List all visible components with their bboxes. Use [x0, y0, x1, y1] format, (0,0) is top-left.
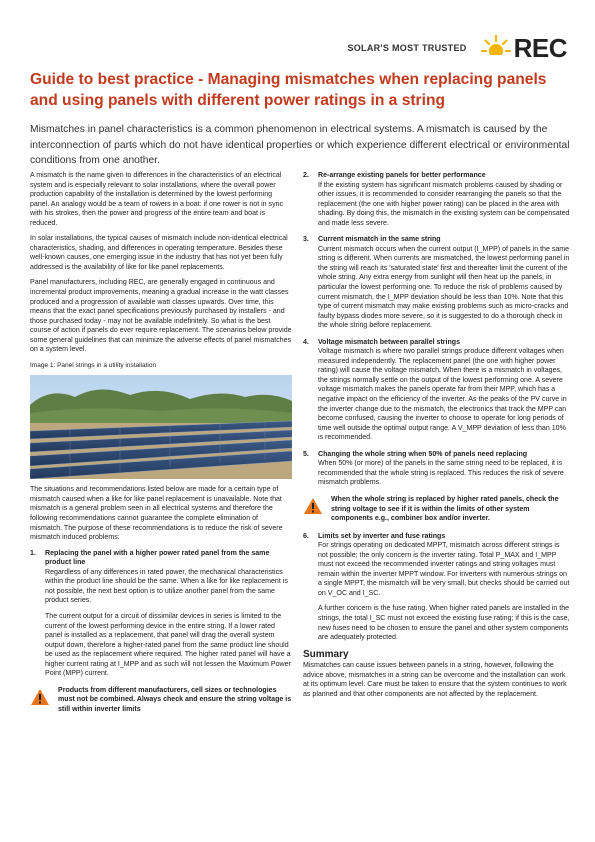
- item-text: For strings operating on dedicated MPPT, mismatch across different strings is not possible; the only concern is the inverter rating. Total P_MAX and I_MPP must not exceed the recommended inverter ratings and string voltages must remain within the inverter MPPT window. For inverters with numerous strings on a single MPPT, the mismatch will be very small, but checks should be carried out on V_OC and I_SC.: [318, 542, 570, 597]
- warning-text: When the whole string is replaced by higher rated panels, check the string voltage to see if it is within the limits of other system components e.g., combiner box and/or inverter.: [331, 495, 559, 523]
- rec-sun-logo-icon: [481, 33, 511, 63]
- guideline-item-1: [30, 549, 292, 679]
- logo-text: REC: [513, 32, 567, 63]
- lead-paragraph: Mismatches in panel characteristics is a common phenomenon in electrical systems. A mismatch is caused by the interconnection of parts which do not have identical properties or which experience different electrical or environmental conditions from one another.: [30, 124, 570, 166]
- item-text: Regardless of any differences in rated power, the mechanical characteristics within the product line should be the same. When a like for like replacement is not possible, the next best option is to utilize another panel from the same product series.: [45, 568, 288, 605]
- left-column: [30, 171, 292, 722]
- right-column: [303, 171, 571, 705]
- item-text: A further concern is the fuse rating. When higher rated panels are installed in the strings, the total I_SC must not exceed the existing fuse rating; if this is the case, new fuses need to be chosen to ensure the panel and other system components are adequately protected.: [318, 605, 570, 642]
- item-title: Limits set by inverter and fuse ratings: [318, 532, 446, 540]
- page-header: [347, 30, 567, 66]
- guideline-item-5: [303, 450, 571, 488]
- guideline-item-4: [303, 338, 571, 443]
- warning-triangle-icon: [303, 497, 323, 515]
- item-text: Current mismatch occurs when the current output (I_MPP) of panels in the same string is different. When currents are mismatched, the lowest performing panel in the string will reach its 'saturated state' first and thereafter limit the current of the whole string. Any extra energy from sunlight will then heat up the panels, in particular the lowest performing one. To reduce the risk of problems caused by current mismatch, the I_MPP deviation should be less than 10%. Note that this type of current mismatch may make existing problems such as micro-cracks and faulty bypass diodes more severe, so it is suggested to do a thorough check in the whole string before replacement.: [318, 245, 570, 330]
- image-caption: Image 1: Panel strings in a utility installation: [30, 361, 157, 369]
- item-title: Re-arrange existing panels for better performance: [318, 172, 486, 179]
- item-text: If the existing system has significant mismatch problems caused by shading or other issues, it is recommended to consider rearranging the panels so that the replacement (the one with higher power rating) can be placed in the area with shading. By doing this, the mismatch in the existing system can be compensated and made less severe.: [318, 181, 570, 227]
- intro-paragraph-3: Panel manufacturers, including REC, are generally engaged in continuous and incremental product improvements, meaning a gradual increase in the watt classes produced and a progression of available watt classes upwards. Over time, this means that the exact panel specifications previously purchased by installers - and those purchased today - may not be available indefinitely. So what is the best course of action if panels do ever require replacement. The scenarios below provide some general guidelines that can minimize the adverse effects of panel mismatches on a system level.: [30, 279, 292, 354]
- guideline-item-3: [303, 235, 571, 330]
- situations-paragraph: The situations and recommendations listed below are made for a certain type of mismatch caused when a like for like panel replacement is unavailable. Note that mismatch is a general problem seen in all electrical systems and therefore the following recommendations cannot guarantee the complete elimination of mismatch. The purpose of these recommendations is to reduce the risk of severe mismatch induced problems:: [30, 486, 283, 542]
- summary-text: Mismatches can cause issues between panels in a string, however, following the advice above, mismatches in a string can be overcome and the installation can work at its optimum level. Care must be taken to ensure that the system continues to work as planned and that other components are not affected by the replacement.: [303, 662, 567, 698]
- warning-note: [30, 686, 292, 715]
- warning-triangle-icon: [30, 688, 50, 706]
- guideline-item-2: [303, 171, 571, 228]
- page-title: Guide to best practice - Managing mismatches when replacing panels and using panels with different power ratings in a string: [30, 71, 547, 109]
- warning-text: Products from different manufacturers, cell sizes or technologies must not be combined. Always check and ensure the string voltage is still within inverter limits: [58, 686, 292, 713]
- intro-paragraph-1: A mismatch is the name given to differences in the characteristics of an electrical system and is especially relevant to solar installations, where the overall power production capability of the installation is determined by the lowest performing panel. An analogy would be a team of rowers in a boat: if one rower is not in sync with his strokes, then the power and progress of the entire team and boat is reduced.: [30, 172, 284, 227]
- tagline: SOLAR'S MOST TRUSTED: [347, 43, 467, 53]
- warning-note: [303, 495, 571, 524]
- item-title: Voltage mismatch between parallel strings: [318, 338, 461, 346]
- item-number: 4.: [303, 338, 309, 346]
- item-title: Current mismatch in the same string: [318, 236, 441, 244]
- rec-logo: [481, 33, 567, 64]
- item-number: 5.: [303, 450, 309, 458]
- item-title: Replacing the panel with a higher power rated panel from the same product line: [45, 549, 270, 567]
- solar-panel-field-photo: [30, 375, 292, 479]
- intro-paragraph-2: In solar installations, the typical causes of mismatch include non-identical electrical characteristics, shading, and differences in operating temperature. Besides these well-known causes, one emerging issue in the industry that has not yet been fully addressed is the availability of like for like panel replacements.: [30, 235, 288, 271]
- item-text: Voltage mismatch is where two parallel strings produce different voltages when measured independently. The replacement panel (the one with higher power rating) will cause the voltage mismatch. When there is a mismatch in voltages, the strings normally settle on the output of the lowest performing one. A severe voltage mismatch makes the panels operate far from their MPP, which has a negative impact on the efficiency of the inverter. As the peaks of the PV curve in the inverter change due to the mismatch, the electronics that track the MPP can become confused, causing the inverter to choose to operate for long periods of time well outside the optimal output range. A V_MPP deviation of less than 10% is recommended.: [318, 348, 567, 442]
- item-number: 6.: [303, 532, 309, 540]
- guideline-item-6: [303, 532, 571, 643]
- item-number: 3.: [303, 236, 309, 244]
- item-text: The current output for a circuit of dissimilar devices in series is limited to the current of the lowest performing device in the entire string. If a lower rated panel is installed as a replacement, that panel will drag the overall system output down, therefore a higher-rated panel from the same product line should be used as the replacement where required. The higher rated panel will have a higher current rating at I_MPP and as such will not lessen the Maximum Power Point (MPP) current.: [45, 612, 291, 678]
- item-text: When 50% (or more) of the panels in the same string need to be replaced, it is recommended that the whole string is replaced. This reduces the risk of severe mismatch problems.: [318, 460, 564, 487]
- summary-heading: Summary: [303, 648, 349, 660]
- item-number: 2.: [303, 172, 309, 179]
- item-number: 1.: [30, 549, 36, 557]
- item-title: Changing the whole string when 50% of panels need replacing: [318, 450, 528, 458]
